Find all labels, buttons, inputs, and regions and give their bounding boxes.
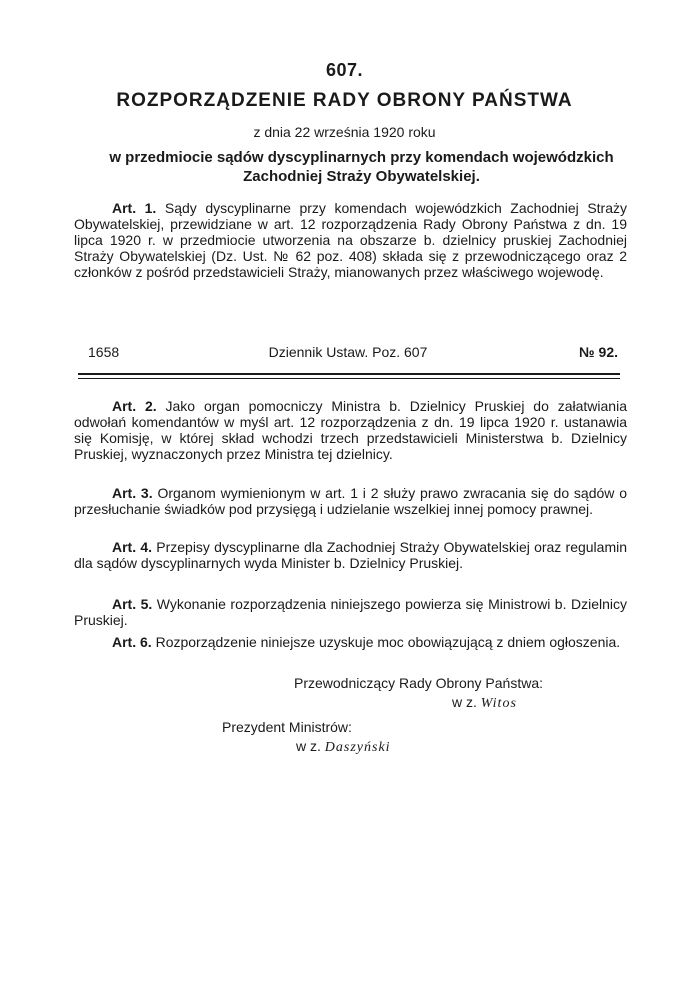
signature-surname: Daszyński	[324, 740, 391, 755]
page-header	[78, 344, 618, 364]
article-text: Sądy dyscyplinarne przy komendach wojewódzkich Zachodniej Straży Obywatelskiej, przewidziane w art. 12 rozporządzenia Rady Obrony Państwa z dn. 19 lipca 1920 r. w przedmiocie utworzenia na obszarze b. dzielnicy pruskiej Zachodniej Straży Obywatelskiej (Dz. Ust. № 62 poz. 408) składa się z przewodniczącego oraz 2 członków z pośród przedstawicieli Straży, mianowanych przez właściwego wojewodę.	[74, 200, 627, 280]
signature-role-1: Przewodniczący Rady Obrony Państwa:	[294, 675, 543, 691]
journal-title: Dziennik Ustaw. Poz. 607	[268, 344, 428, 360]
article-label: Art. 4.	[112, 539, 153, 555]
signature-prefix: w z.	[296, 738, 321, 754]
article-1	[74, 200, 627, 280]
article-label: Art. 1.	[112, 200, 157, 216]
article-label: Art. 2.	[112, 398, 157, 414]
signature-role-2: Prezydent Ministrów:	[222, 719, 352, 735]
signature-name-2	[296, 738, 391, 756]
act-title: ROZPORZĄDZENIE RADY OBRONY PAŃSTWA	[116, 90, 573, 111]
article-text: Jako organ pomocniczy Ministra b. Dzielnicy Pruskiej do załatwiania odwołań komendantów w myśl art. 12 rozporządzenia z dn. 19 lipca 1920 r. ustanawia się Komisję, w której skład wchodzi trzech przedstawicieli Ministerstwa b. Dzielnicy Pruskiej, wyznaczonych przez Ministra tej dzielnicy.	[74, 398, 627, 462]
header-rule	[78, 373, 620, 375]
article-label: Art. 3.	[112, 485, 153, 501]
article-3	[74, 485, 627, 517]
article-text: Przepisy dyscyplinarne dla Zachodniej Straży Obywatelskiej oraz regulamin dla sądów dyscyplinarnych wyda Minister b. Dzielnicy Pruskiej.	[74, 539, 628, 571]
article-5	[74, 596, 627, 628]
article-text: Rozporządzenie niniejsze uzyskuje moc obowiązującą z dniem ogłoszenia.	[155, 634, 621, 650]
article-text: Organom wymienionym w art. 1 i 2 służy prawo zwracania się do sądów o przesłuchanie świadków pod przysięgą i udzielanie wszelkiej innej pomocy prawnej.	[74, 485, 627, 517]
article-4	[74, 539, 627, 571]
signature-surname: Witos	[480, 696, 517, 711]
act-subject: w przedmiocie sądów dyscyplinarnych przy komendach wojewódzkich Zachodniej Straży Obywatelskiej.	[109, 149, 614, 185]
signature-prefix: w z.	[452, 694, 477, 710]
article-label: Art. 6.	[112, 634, 152, 650]
header-rule-thin	[78, 378, 620, 379]
act-date: z dnia 22 września 1920 roku	[253, 124, 436, 140]
act-number: 607.	[325, 60, 364, 80]
article-6	[74, 634, 627, 650]
article-2	[74, 398, 627, 462]
page-number: 1658	[88, 344, 120, 360]
signature-name-1	[452, 694, 517, 712]
article-label: Art. 5.	[112, 596, 153, 612]
article-text: Wykonanie rozporządzenia niniejszego powierza się Ministrowi b. Dzielnicy Pruskiej.	[74, 596, 627, 628]
issue-number: № 92.	[579, 344, 618, 360]
